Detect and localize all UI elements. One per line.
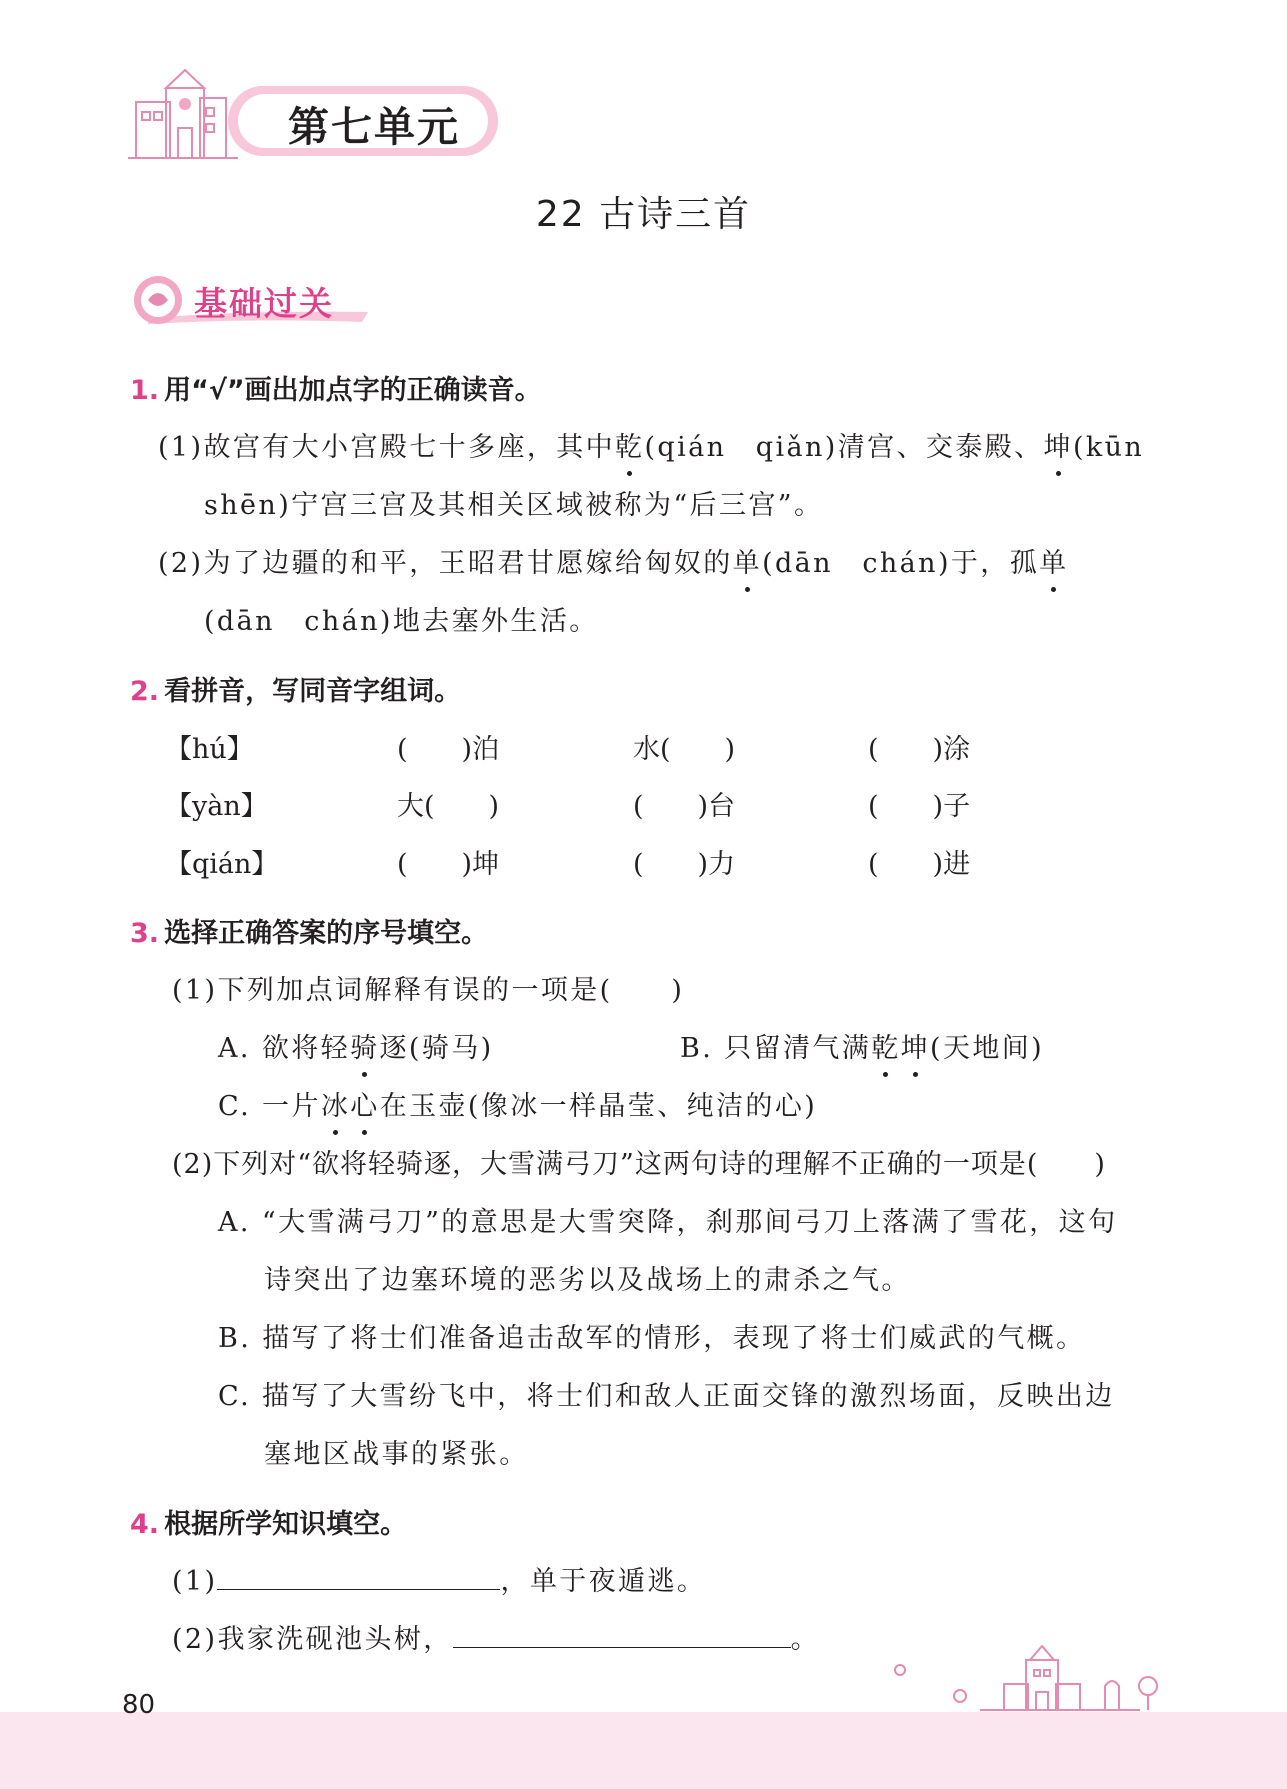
page-number: 80: [122, 1690, 156, 1720]
question-prompt: 看拼音，写同音字组词。: [164, 676, 462, 707]
q3-sub2-option-c-line2: 塞地区战事的紧张。: [264, 1439, 529, 1470]
dotted-char: 单: [733, 541, 762, 580]
pinyin-label: 【hú】: [165, 734, 254, 765]
text-segment: B. 只留清气满: [680, 1033, 872, 1064]
q3-sub2-option-b: B. 描写了将士们准备追击敌军的情形，表现了将士们威武的气概。: [218, 1323, 1086, 1354]
question-prompt: 选择正确答案的序号填空。: [164, 918, 489, 949]
q4-item2: [172, 1617, 820, 1656]
q3-sub1-option-a: [218, 1026, 494, 1065]
word-blank: ( )子: [868, 791, 971, 822]
q1-item1-line1: [158, 425, 1144, 464]
dotted-char: 骑: [350, 1026, 379, 1065]
question-number: 4.: [130, 1509, 160, 1540]
text-segment: (1)故宫有大小宫殿七十多座，其中: [158, 432, 616, 463]
question-number: 1.: [130, 375, 160, 406]
word-blank: ( )台: [633, 791, 736, 822]
text-segment: (2)为了边疆的和平，王昭君甘愿嫁给匈奴的: [158, 548, 733, 579]
text-segment: (1): [172, 1566, 218, 1597]
question-number: 3.: [130, 918, 160, 949]
dotted-char: 冰: [321, 1084, 350, 1123]
question-number: 2.: [130, 676, 160, 707]
text-segment: 在玉壶(像冰一样晶莹、纯洁的心): [379, 1091, 818, 1122]
text-segment: (骑马): [408, 1033, 494, 1064]
castle-doodle-icon: [880, 1640, 1170, 1715]
q3-sub2-stem: (2)下列对“欲将轻骑逐，大雪满弓刀”这两句诗的理解不正确的一项是( ): [172, 1149, 1106, 1180]
q3-sub2-option-a-line1: A. “大雪满弓刀”的意思是大雪突降，刹那间弓刀上落满了雪花，这句: [218, 1207, 1118, 1238]
q4-item1: [172, 1559, 706, 1598]
q3-sub2-option-a-line2: 诗突出了边塞环境的恶劣以及战场上的肃杀之气。: [264, 1265, 911, 1296]
section-header: [128, 272, 378, 332]
text-segment: ，单于夜遁逃。: [500, 1566, 707, 1597]
bottom-band: [0, 1712, 1287, 1789]
question-2-heading: [130, 669, 461, 708]
text-segment: (qián qiǎn)清宫、交泰殿、: [644, 432, 1044, 463]
dotted-char: 单: [1039, 541, 1068, 580]
section-title: 基础过关: [194, 284, 334, 323]
question-3-heading: [130, 911, 488, 950]
pinyin-label: 【yàn】: [165, 791, 268, 822]
text-segment: (kūn: [1072, 432, 1145, 463]
text-segment: (dān chán)于，孤: [762, 548, 1040, 579]
text-segment: 。: [790, 1624, 821, 1655]
q1-item2-line2: (dān chán)地去塞外生活。: [204, 606, 599, 637]
unit-banner: [128, 64, 508, 174]
text-segment: A. 欲将轻: [218, 1033, 351, 1064]
text-segment: 逐: [379, 1033, 409, 1064]
q3-sub1-stem: (1)下列加点词解释有误的一项是( ): [172, 975, 685, 1006]
lesson-title: 22 古诗三首: [535, 194, 752, 235]
dotted-char: 乾: [615, 425, 644, 464]
answer-blank[interactable]: [217, 1563, 500, 1590]
question-prompt: 用“√”画出加点字的正确读音。: [164, 375, 542, 406]
text-segment: (天地间): [930, 1033, 1045, 1064]
q1-item1-line2: shēn)宁宫三宫及其相关区域被称为“后三宫”。: [204, 490, 824, 521]
q3-sub2-option-c-line1: C. 描写了大雪纷飞中，将士们和敌人正面交锋的激烈场面，反映出边: [218, 1381, 1115, 1412]
pinyin-label: 【qián】: [165, 849, 279, 880]
word-blank: ( )泊: [397, 734, 500, 765]
answer-blank[interactable]: [453, 1621, 791, 1648]
q1-item2-line1: [158, 541, 1069, 580]
word-blank: 水( ): [633, 734, 736, 765]
word-blank: 大( ): [397, 791, 500, 822]
dotted-char: 心: [350, 1084, 379, 1123]
text-segment: C. 一片: [218, 1091, 321, 1122]
text-segment: (2)我家洗砚池头树，: [172, 1624, 453, 1655]
word-blank: ( )力: [633, 849, 736, 880]
q3-sub1-option-b: [680, 1026, 1044, 1065]
question-4-heading: [130, 1502, 407, 1541]
dotted-char: 坤: [901, 1026, 930, 1065]
word-blank: ( )进: [868, 849, 971, 880]
unit-title: 第七单元: [288, 103, 460, 151]
word-blank: ( )涂: [868, 734, 971, 765]
q3-sub1-option-c: [218, 1084, 817, 1123]
question-1-heading: [130, 368, 542, 407]
dotted-char: 坤: [1044, 425, 1073, 464]
dotted-char: 乾: [871, 1026, 900, 1065]
word-blank: ( )坤: [397, 849, 500, 880]
question-prompt: 根据所学知识填空。: [164, 1509, 408, 1540]
